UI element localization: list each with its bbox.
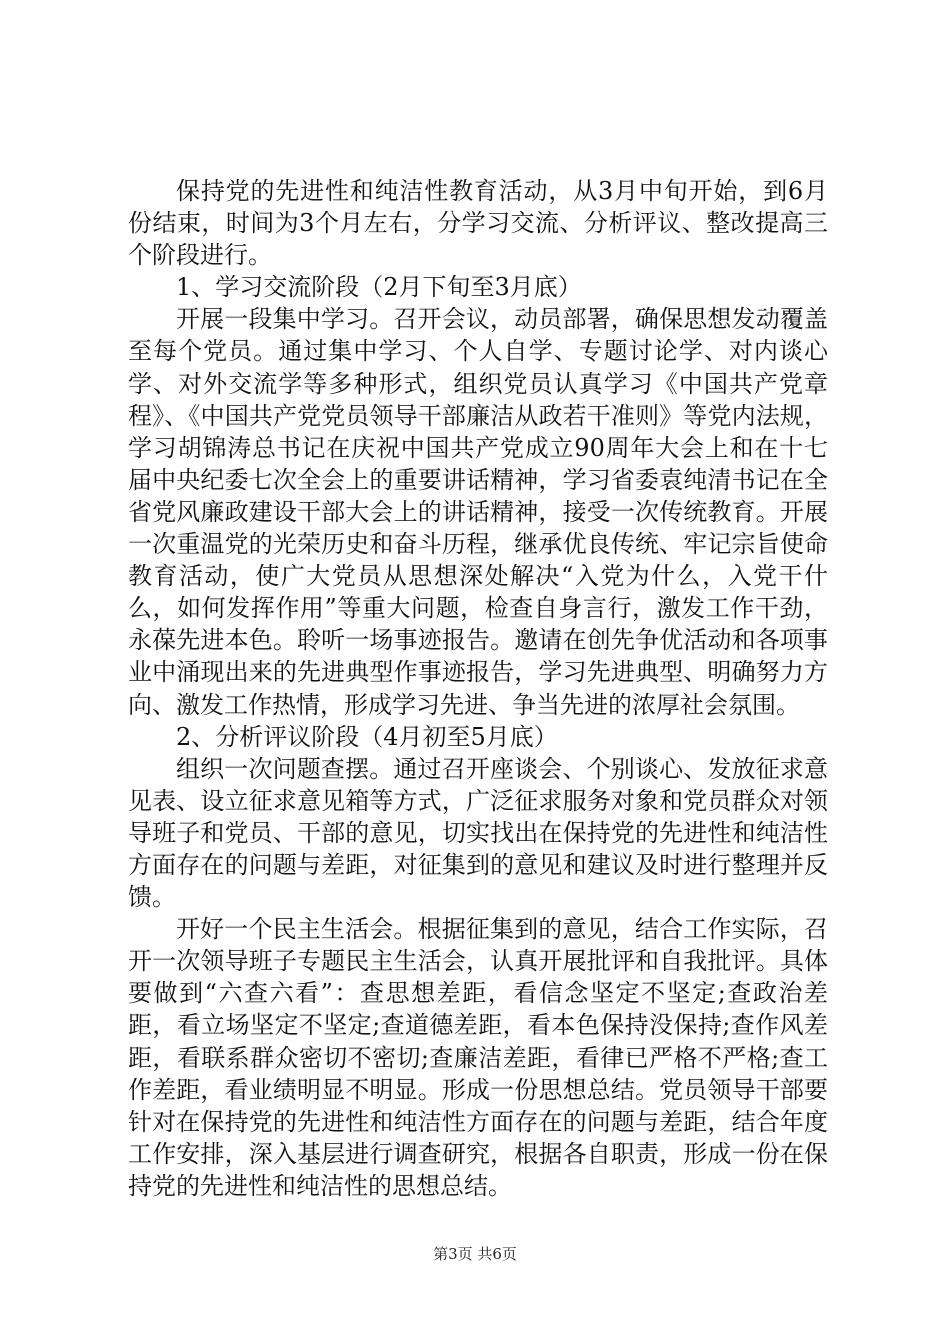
study-paragraph: 开展一段集中学习。召开会议，动员部署，确保思想发动覆盖至每个党员。通过集中学习、个人自学、专题讨论学、对内谈心学、对外交流学等多种形式，组织党员认真学习《中国共产党章程》、《中国共产党党员领导干部廉洁从政若干准则》等党内法规，学习胡锦涛总书记在庆祝中国共产党成立90周年大会上和在十七届中央纪委七次全会上的重要讲话精神，学习省委袁纯清书记在全省党风廉政建设干部大会上的讲话精神，接受一次传统教育。开展一次重温党的光荣历史和奋斗历程，继承优良传统、牢记宗旨使命教育活动，使广大党员从思想深处解决“入党为什么，入党干什么，如何发挥作用”等重大问题，检查自身言行，激发工作干劲，永葆先进本色。聆听一场事迹报告。邀请在创先争优活动和各项事业中涌现出来的先进典型作事迹报告，学习先进典型、明确努力方向、激发工作热情，形成学习先进、争当先进的浓厚社会氛围。	[128, 305, 828, 719]
review-paragraph: 组织一次问题查摆。通过召开座谈会、个别谈心、发放征求意见表、设立征求意见箱等方式，广泛征求服务对象和党员群众对领导班子和党员、干部的意见，切实找出在保持党的先进性和纯洁性方面存在的问题与差距，对征集到的意见和建议及时进行整理并反馈。	[128, 754, 828, 912]
document-body	[128, 175, 828, 1202]
section-heading-study: 1、学习交流阶段（2月下旬至3月底）	[176, 273, 582, 302]
page-number-footer: 第3页 共6页	[433, 1245, 517, 1263]
meeting-paragraph: 开好一个民主生活会。根据征集到的意见，结合工作实际，召开一次领导班子专题民主生活会，认真开展批评和自我批评。具体要做到“六查六看”：查思想差距，看信念坚定不坚定;查政治差距，看立场坚定不坚定;查道德差距，看本色保持没保持;查作风差距，看联系群众密切不密切;查廉洁差距，看律已严格不严格;查工作差距，看业绩明显不明显。形成一份思想总结。党员领导干部要针对在保持党的先进性和纯洁性方面存在的问题与差距，结合年度工作安排，深入基层进行调查研究，根据各自职责，形成一份在保持党的先进性和纯洁性的思想总结。	[128, 915, 828, 1200]
intro-paragraph: 保持党的先进性和纯洁性教育活动，从3月中旬开始，到6月份结束，时间为3个月左右，分学习交流、分析评议、整改提高三个阶段进行。	[128, 177, 828, 270]
section-heading-review: 2、分析评议阶段（4月初至5月底）	[176, 722, 558, 751]
